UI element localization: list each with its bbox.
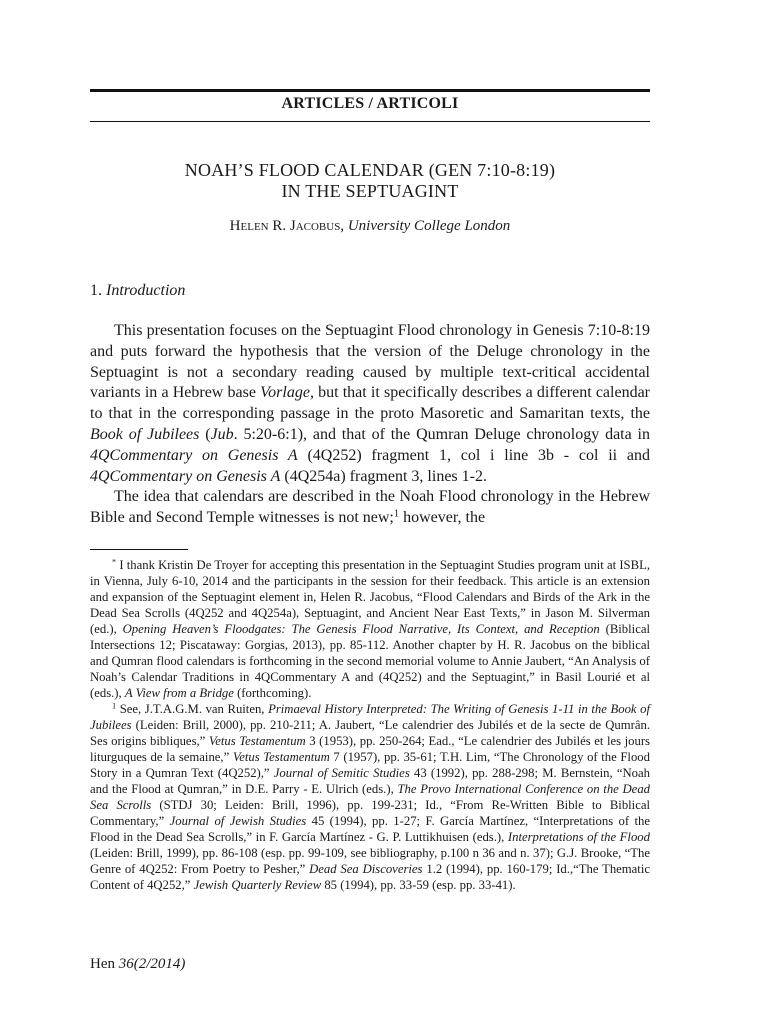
fn1-italic-2: Vetus Testamentum (208, 734, 306, 748)
fn-star-text-a: I thank Kristin De Troyer for accepting this presentation in the Septuagint Studies program unit at ISBL, in Vienna, July 6-10, 2014 and the participants in the session for their feedback. This article is an extension and expansion of the Septuagint element in, Helen R. Jacobus, “Flood Calendars and Birds of the Ark in the Dead Sea Scrolls (4Q252 and 4Q254a), Septuagint, and Ancient Near East Texts,” in Jason M. Silverman (ed.), (90, 558, 650, 636)
fn1-text-1: See, J.T.A.G.M. van Ruiten, (116, 702, 269, 716)
header-rule-bottom (90, 121, 650, 122)
fn1-text-2: (Leiden: Brill, 2000), pp. 210-211; A. Jaubert, “Le calendrier des Jubilés et de la secte de Qumrân. Ses origins bibliques,” (90, 718, 650, 748)
fn1-italic-1: Primaeval History Interpreted: The Writing of Genesis 1-11 in the Book of Jubilees (90, 702, 651, 732)
p1-text-f: (4Q254a) fragment 3, lines 1-2. (280, 467, 487, 485)
header-rule-top (90, 89, 650, 92)
p1-vorlage: Vorlage (260, 384, 310, 402)
footnote-star (90, 557, 650, 701)
fn1-text-3: 3 (1953), pp. 250-264; Ead., “Le calendrier des Jubilés et les jours liturguques de la semaine,” (90, 734, 650, 764)
author-name: Helen R. Jacobus (229, 218, 341, 234)
fn-star-italic-1: Opening Heaven’s Floodgates: The Genesis Flood Narrative, Its Context, and Reception (122, 622, 600, 636)
fn1-text-9: 1.2 (1994), pp. 160-179; Id.,“The Thematic Content of 4Q252,” (90, 862, 650, 892)
section-heading (90, 282, 185, 300)
p1-text-e: (4Q252) fragment 1, col i line 3b - col ii and (297, 446, 650, 464)
title-line-2: IN THE SEPTUAGINT (281, 181, 459, 201)
fn1-text-6: (STDJ 30; Leiden: Brill, 1996), pp. 199-231; Id., “From Re-Written Bible to Biblical Commentary,” (90, 798, 650, 828)
journal-volume: 36(2/2014) (118, 956, 186, 972)
author-affiliation: University College London (347, 218, 511, 234)
section-number: 1. (90, 282, 106, 299)
footnote-1 (90, 701, 650, 893)
p1-text-d: . 5:20-6:1), and that of the Qumran Deluge chronology data in (233, 425, 650, 443)
fn-star-text-b: (Biblical Intersections 12; Piscataway: Gorgias, 2013), pp. 85-112. Another chapter by H. R. Jacobus on the biblical and Qumran flood calendars is forthcoming in the second memorial volume to Annie Jaubert, “An Analysis of Noah’s Calendar Traditions in 4QCommentary A and (4Q252) and the Septuagint,” in Basil Lourié et al (eds.), (90, 622, 650, 700)
p1-4q254a-title: 4QCommentary on Genesis A (90, 467, 281, 485)
fn1-italic-8: Dead Sea Discoveries (309, 862, 423, 876)
footnote-ref-1: 1 (393, 508, 400, 520)
fn1-italic-7: Interpretations of the Flood (507, 830, 650, 844)
section-header: ARTICLES / ARTICOLI (281, 95, 459, 112)
p1-text-a: This presentation focuses on the Septuagint Flood chronology in Genesis 7:10-8:19 and puts forward the hypothesis that the version of the Deluge chronology in the Septuagint is not a secondary reading caused by multiple text-critical accidental variants in a Hebrew base (90, 322, 650, 402)
p1-text-b: , but that it specifically describes a different calendar to that in the corresponding passage in the proto Masoretic and Samaritan texts, the (90, 384, 651, 423)
journal-name: Hen (90, 956, 119, 972)
title-line-1: NOAH’S FLOOD CALENDAR (GEN 7:10-8:19) (184, 160, 556, 180)
fn-star-italic-2: A View from a Bridge (124, 686, 234, 700)
paragraph-1 (90, 321, 650, 487)
fn1-text-5: 43 (1992), pp. 288-298; M. Bernstein, “Noah and the Flood at Qumran,” in D.E. Parry - E. Ulrich (eds.), (90, 766, 650, 796)
footnote-rule (90, 549, 188, 550)
author-byline (90, 218, 650, 235)
paragraph-2 (90, 487, 650, 529)
fn1-italic-3: Vetus Testamentum (232, 750, 330, 764)
fn1-italic-6: Journal of Jewish Studies (169, 814, 307, 828)
fn-star-text-c: (forthcoming). (233, 686, 312, 700)
fn1-italic-5: The Provo International Conference on the Dead Sea Scrolls (90, 782, 651, 812)
page-footer (90, 956, 185, 973)
fn1-text-7: 45 (1994), pp. 1-27; F. García Martínez, “Interpretations of the Flood in the Dead Sea Scrolls,” in F. García Martínez - G. P. Luttikhuisen (eds.), (90, 814, 650, 844)
fn1-italic-9: Jewish Quarterly Review (193, 878, 322, 892)
footnotes (90, 557, 650, 893)
p1-book-of-jubilees: Book of Jubilees (90, 425, 200, 443)
fn1-text-10: 85 (1994), pp. 33-59 (esp. pp. 33-41). (321, 878, 516, 892)
footnote-star-mark: * (112, 557, 117, 567)
body-text (90, 321, 650, 529)
p1-jub: Jub (210, 425, 234, 443)
byline-separator: , (340, 218, 348, 234)
article-title (90, 160, 650, 202)
footnote-1-mark: 1 (112, 701, 117, 711)
fn1-text-8: (Leiden: Brill, 1999), pp. 86-108 (esp. pp. 99-109, see bibliography, p.100 n 36 and n. 37); G.J. Brooke, “The Genre of 4Q252: From Poetry to Pesher,” (90, 846, 650, 876)
p1-text-c: ( (199, 425, 211, 443)
fn1-italic-4: Journal of Semitic Studies (273, 766, 410, 780)
p2-text-a: The idea that calendars are described in the Noah Flood chronology in the Hebrew Bible and Second Temple witnesses is not new; (90, 488, 650, 527)
fn1-text-4: 7 (1957), pp. 35-61; T.H. Lim, “The Chronology of the Flood Story in a Qumran Text (4Q252),” (90, 750, 650, 780)
p1-4q252-title: 4QCommentary on Genesis A (90, 446, 298, 464)
section-title: Introduction (106, 282, 186, 299)
p2-text-b: however, the (399, 509, 486, 527)
